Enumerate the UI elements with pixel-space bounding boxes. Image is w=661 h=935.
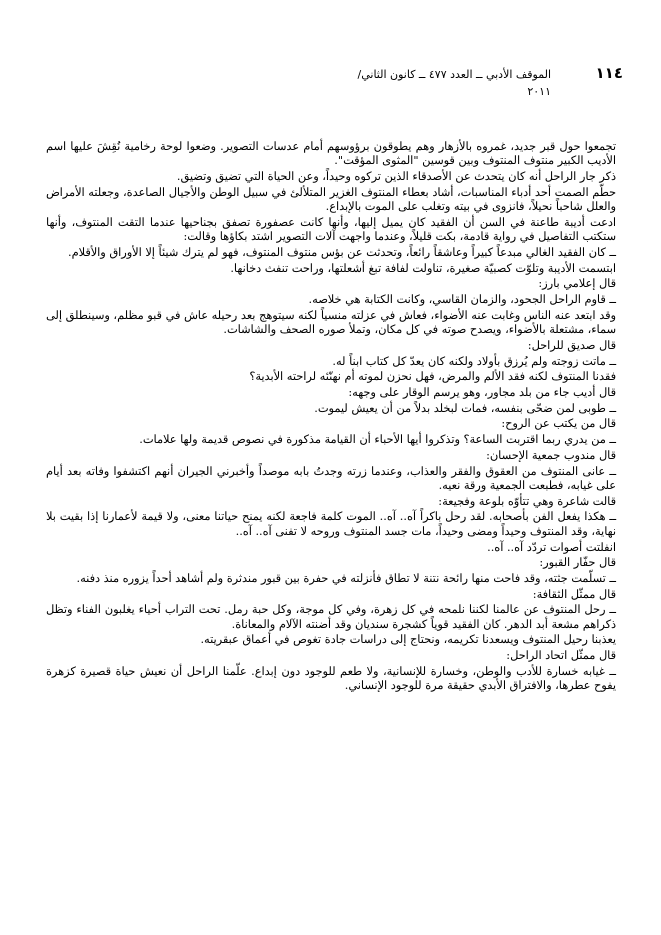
journal-line: الموقف الأدبي ــ العدد ٤٧٧ ــ كانون الثاني/ xyxy=(357,68,551,81)
page-header xyxy=(43,62,623,102)
article-body xyxy=(46,140,616,695)
paragraph: ــ كان الفقيد الغالي مبدعاً كبيراً وعاشقاً رائعاً، وتحدثت عن بؤس منتوف المنتوف، فهو لم يترك شيئاً إلا الأوراق والأقلام. xyxy=(68,246,616,260)
speaker-label: قال مندوب جمعية الإحسان: xyxy=(486,448,616,462)
paragraph: حطّم الصمت أحد أدباء المناسبات، أشاد بعطاء المنتوف الغزير المتلألئ في سبيل الوطن والأجيال الصاعدة، وجعلته الأمراض والعلل شاحباً نحيلاً، فانزوى في بيته وتغلب على الموت بالإبداع. xyxy=(46,185,616,214)
paragraph: تجمعوا حول قبر جديد، غمروه بالأزهار وهم يطوقون برؤوسهم أمام عدسات التصوير. وضعوا لوحة رخامية نُقِشَ عليها اسم الأديب الكبير منتوف المنتوف وبين قوسين "المثوى المؤقت". xyxy=(46,140,616,168)
speaker-label: قال حفّار القبور: xyxy=(539,556,616,570)
paragraph: ــ غيابه خسارة للأدب والوطن، وخسارة للإنسانية، ولا طعم للوجود دون إبداع. علّمنا الراحل أن نعيش حياة قصيرة كزهرة يفوح عطرها، والافتراق الأبدي حقيقة مرة للوجود الإنساني. xyxy=(46,664,616,693)
paragraph: ــ تسلّمت جثته، وقد فاحت منها رائحة نتنة لا تطاق فأنزلته في حفرة بين قبور مندثرة ولم أشاهد أحداً يزوره منذ دفنه. xyxy=(76,571,616,585)
paragraph: فقدنا المنتوف لكنه فقد الألم والمرض، فهل نحزن لموته أم نهنّئه لراحته الأبدية؟ xyxy=(249,370,616,384)
speaker-label: قال ممثّل الثقافة: xyxy=(532,587,616,601)
paragraph: ــ ماتت زوجته ولم يُرزق بأولاد ولكنه كان يعدّ كل كتاب ابناً له. xyxy=(332,354,616,368)
paragraph: ــ عانى المنتوف من العقوق والفقر والعذاب، وعندما زرته وجدتُ بابه موصداً وأخبرني الجيران أنهم اكتشفوا وفاته بعد أيام على غيابه، فطبعت الجمعية ورقة نعيه. xyxy=(46,464,616,492)
paragraph: ــ من يدري ربما اقتربت الساعة؟ وتذكروا أيها الأحباء أن القيامة مذكورة في نصوص قديمة ولها علامات. xyxy=(139,433,616,447)
speaker-label: قال أديب جاء من بلد مجاور، وهو يرسم الوقار على وجهه: xyxy=(348,386,616,400)
speaker-label: قال ممثّل اتحاد الراحل: xyxy=(506,649,616,663)
issue-year: ٢٠١١ xyxy=(527,85,551,98)
running-head xyxy=(351,66,551,100)
paragraph: انفلتت أصوات تردّد آه.. آه.. xyxy=(487,540,616,554)
paragraph: ــ قاوم الراحل الجحود، والزمان القاسي، وكانت الكتابة هي خلاصه. xyxy=(308,293,616,307)
paragraph: ــ رحل المنتوف عن عالمنا لكننا نلمحه في كل زهرة، وفي كل موجة، وكل حبة رمل. تحت التراب أحياء يغلبون الفناء وتظل ذكراهم مشعة أبد الدهر. كان الفقيد قوياً كشجرة سنديان وقد أضنته الآلام والمعاناة. xyxy=(46,603,616,631)
speaker-label: قال إعلامي بارز: xyxy=(538,277,616,291)
paragraph: ادعت أديبة طاعنة في السن أن الفقيد كان يميل إليها، وأنها كانت عصفورة تصفق بجناحيها عندما التقت المنتوف، وأنها ستكتب التفاصيل في رواية قادمة، بكت قليلاً، وعندما واجهت آلات التصوير اشتد بكاؤها وقالت: xyxy=(46,215,616,244)
paragraph: ــ هكذا يفعل الفن بأصحابه. لقد رحل باكراً آه.. آه.. الموت كلمة فاجعة لكنه يمنح حياتنا معنى، ولا قيمة لأعمارنا إذا بقيت بلا نهاية، وقد المنتوف وحيداً ومضى وحيداً، مات جسد المنتوف وروحه لا تفنى آه.. آه.. xyxy=(46,510,616,538)
paragraph: ابتسمت الأديبة وتلوّت كصبيّة صغيرة، تناولت لفافة تبغ أشعلتها، وراحت تنفث دخانها. xyxy=(230,261,616,275)
paragraph: ذكر جار الراحل أنه كان يتحدث عن الأصدقاء الذين تركوه وحيداً، وعن الحياة التي تضيق وتضيق. xyxy=(176,170,616,184)
speaker-label: قال من يكتب عن الروح: xyxy=(501,417,616,431)
paragraph: وقد ابتعد عنه الناس وغابت عنه الأضواء، فعاش في عزلته منسياً لكنه سيتوهج بعد رحيله عاش في قبو مظلم، وسينطلق إلى سماء، مشتعلة بالأضواء، ويصدح صوته في كل مكان، وتملأ صوره الصحف والشاشات. xyxy=(46,308,616,337)
speaker-label: قالت شاعرة وهي تتأوّه بلوعة وفجيعة: xyxy=(438,494,616,508)
speaker-label: قال صديق للراحل: xyxy=(527,338,616,352)
paragraph: ــ طوبى لمن ضحّى بنفسه، فمات لبخلد بدلاً من أن يعيش ليموت. xyxy=(314,401,616,415)
paragraph: يعذبنا رحيل المنتوف ويسعدنا تكريمه، ونحتاج إلى دراسات جادة تغوص في أعماق عبقريته. xyxy=(200,633,616,647)
page-number: ١١٤ xyxy=(595,64,623,82)
